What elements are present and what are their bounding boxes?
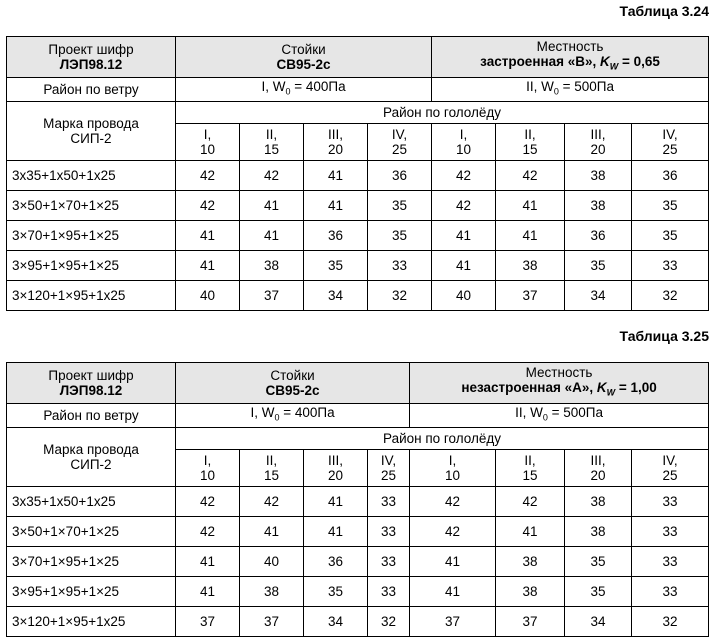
span-value: 34 [565, 281, 632, 311]
table-row [7, 161, 709, 191]
span-value: 32 [632, 607, 709, 637]
wind-region-2: II, $W_0 = 500Па$ [432, 78, 709, 102]
span-value: 33 [368, 577, 410, 607]
span-value: 42 [496, 161, 565, 191]
span-value: 35 [368, 221, 432, 251]
span-value: 33 [368, 517, 410, 547]
span-value: 41 [240, 517, 304, 547]
table-row [7, 251, 709, 281]
span-value: 41 [240, 221, 304, 251]
span-value: 41 [304, 161, 368, 191]
span-value: 42 [496, 487, 565, 517]
wire-brand-label: Марка провода [43, 116, 139, 131]
span-value: 36 [304, 547, 368, 577]
ice-col-header: IV, 25 [368, 124, 432, 161]
terrain-type: незастроенная «А», $K_W = 1,00$ [461, 380, 657, 398]
project-title: Проект шифр [48, 368, 134, 383]
ice-col-header: III, 20 [565, 124, 632, 161]
ice-col-header: II, 15 [496, 124, 565, 161]
span-value: 32 [368, 281, 432, 311]
span-value: 42 [176, 191, 240, 221]
span-value: 41 [176, 251, 240, 281]
ice-col-header: I, 10 [432, 124, 496, 161]
span-value: 35 [565, 577, 632, 607]
supports-type: СВ95-2с [265, 383, 320, 398]
span-value: 38 [565, 161, 632, 191]
span-value: 35 [368, 191, 432, 221]
ice-col-header: II, 15 [240, 124, 304, 161]
wire-label: 3×50+1×70+1×25 [7, 191, 176, 221]
span-value: 34 [304, 607, 368, 637]
ice-col-header: I, 10 [176, 124, 240, 161]
span-value: 35 [304, 251, 368, 281]
span-value: 37 [496, 607, 565, 637]
span-value: 41 [410, 577, 496, 607]
span-value: 38 [565, 487, 632, 517]
ice-region-label: Район по гололёду [176, 102, 709, 124]
project-title: Проект шифр [48, 42, 134, 57]
span-value: 42 [176, 161, 240, 191]
wind-region-1: I, $W_0 = 400Па$ [176, 78, 432, 102]
wind-region-2: II, $W_0 = 500Па$ [410, 404, 709, 428]
supports-title: Стойки [270, 368, 315, 383]
supports-title: Стойки [281, 42, 326, 57]
wind-region-1: I, $W_0 = 400Па$ [176, 404, 410, 428]
span-value: 37 [240, 607, 304, 637]
span-value: 41 [176, 221, 240, 251]
terrain-title: Местность [536, 39, 604, 55]
project-code: ЛЭП98.12 [59, 57, 123, 72]
terrain-cell [432, 37, 709, 78]
span-value: 41 [304, 191, 368, 221]
span-value: 35 [565, 251, 632, 281]
span-value: 38 [496, 577, 565, 607]
span-value: 35 [304, 577, 368, 607]
span-value: 42 [410, 517, 496, 547]
wire-label: 3×95+1×95+1×25 [7, 577, 176, 607]
span-value: 37 [176, 607, 240, 637]
span-value: 35 [632, 191, 709, 221]
wire-brand-label: Марка провода [43, 442, 139, 457]
table-row [7, 487, 709, 517]
span-value: 33 [632, 517, 709, 547]
table-row [7, 221, 709, 251]
span-value: 36 [368, 161, 432, 191]
terrain-type: застроенная «В», $K_W = 0,65$ [480, 54, 660, 72]
table-caption: Таблица 3.25 [619, 328, 709, 344]
span-value: 41 [176, 577, 240, 607]
span-value: 34 [565, 607, 632, 637]
table-caption: Таблица 3.24 [619, 3, 709, 19]
table-row [7, 281, 709, 311]
span-value: 33 [368, 251, 432, 281]
wire-label: 3×50+1×70+1×25 [7, 517, 176, 547]
span-value: 36 [304, 221, 368, 251]
span-value: 40 [240, 547, 304, 577]
ice-col-header: III, 20 [304, 450, 368, 487]
wire-label: 3×70+1×95+1×25 [7, 547, 176, 577]
span-value: 41 [410, 547, 496, 577]
ice-col-header: IV, 25 [632, 124, 709, 161]
table-row [7, 577, 709, 607]
span-value: 34 [304, 281, 368, 311]
span-value: 35 [565, 547, 632, 577]
span-table [6, 36, 709, 311]
span-value: 33 [632, 487, 709, 517]
span-value: 38 [240, 251, 304, 281]
ice-col-header: II, 15 [496, 450, 565, 487]
span-value: 42 [240, 161, 304, 191]
ice-col-header: III, 20 [565, 450, 632, 487]
span-value: 41 [496, 191, 565, 221]
wire-label: 3х35+1х50+1х25 [7, 487, 176, 517]
span-value: 38 [565, 517, 632, 547]
span-value: 41 [432, 251, 496, 281]
span-value: 38 [496, 547, 565, 577]
span-value: 42 [176, 517, 240, 547]
wire-brand-cell [7, 428, 176, 487]
wire-label: 3х35+1х50+1х25 [7, 161, 176, 191]
span-value: 35 [632, 221, 709, 251]
span-value: 41 [176, 547, 240, 577]
supports-type: СВ95-2с [276, 57, 331, 72]
span-value: 41 [304, 487, 368, 517]
span-value: 36 [565, 221, 632, 251]
span-value: 32 [632, 281, 709, 311]
table-row [7, 607, 709, 637]
span-value: 40 [176, 281, 240, 311]
project-cell [7, 363, 176, 404]
ice-col-header: I, 10 [176, 450, 240, 487]
table-row [7, 547, 709, 577]
table-row [7, 517, 709, 547]
span-value: 41 [496, 517, 565, 547]
span-value: 42 [176, 487, 240, 517]
span-value: 41 [432, 221, 496, 251]
wire-label: 3×95+1×95+1×25 [7, 251, 176, 281]
span-value: 41 [496, 221, 565, 251]
ice-col-header: II, 15 [240, 450, 304, 487]
span-value: 37 [240, 281, 304, 311]
wire-brand-type: СИП-2 [70, 457, 112, 472]
span-value: 38 [496, 251, 565, 281]
terrain-cell [410, 363, 709, 404]
project-code: ЛЭП98.12 [59, 383, 123, 398]
span-value: 42 [432, 191, 496, 221]
wire-label: 3×120+1×95+1х25 [7, 281, 176, 311]
table-row [7, 191, 709, 221]
ice-col-header: IV, 25 [368, 450, 410, 487]
span-value: 33 [632, 251, 709, 281]
span-value: 33 [632, 577, 709, 607]
span-value: 42 [410, 487, 496, 517]
wire-label: 3×120+1×95+1х25 [7, 607, 176, 637]
wind-label: Район по ветру [7, 404, 176, 428]
span-value: 40 [432, 281, 496, 311]
span-value: 36 [632, 161, 709, 191]
supports-cell [176, 363, 410, 404]
span-value: 37 [496, 281, 565, 311]
ice-col-header: IV, 25 [632, 450, 709, 487]
span-value: 33 [632, 547, 709, 577]
span-value: 38 [565, 191, 632, 221]
wire-label: 3×70+1×95+1×25 [7, 221, 176, 251]
wire-brand-cell [7, 102, 176, 161]
ice-col-header: III, 20 [304, 124, 368, 161]
wire-brand-type: СИП-2 [70, 131, 112, 146]
span-value: 32 [368, 607, 410, 637]
span-value: 37 [410, 607, 496, 637]
terrain-title: Местность [525, 365, 593, 381]
project-cell [7, 37, 176, 78]
wind-label: Район по ветру [7, 78, 176, 102]
span-value: 33 [368, 547, 410, 577]
span-value: 41 [304, 517, 368, 547]
span-value: 41 [240, 191, 304, 221]
ice-col-header: I, 10 [410, 450, 496, 487]
ice-region-label: Район по гололёду [176, 428, 709, 450]
span-value: 33 [368, 487, 410, 517]
span-value: 42 [240, 487, 304, 517]
supports-cell [176, 37, 432, 78]
span-value: 42 [432, 161, 496, 191]
span-table [6, 362, 709, 637]
span-value: 38 [240, 577, 304, 607]
